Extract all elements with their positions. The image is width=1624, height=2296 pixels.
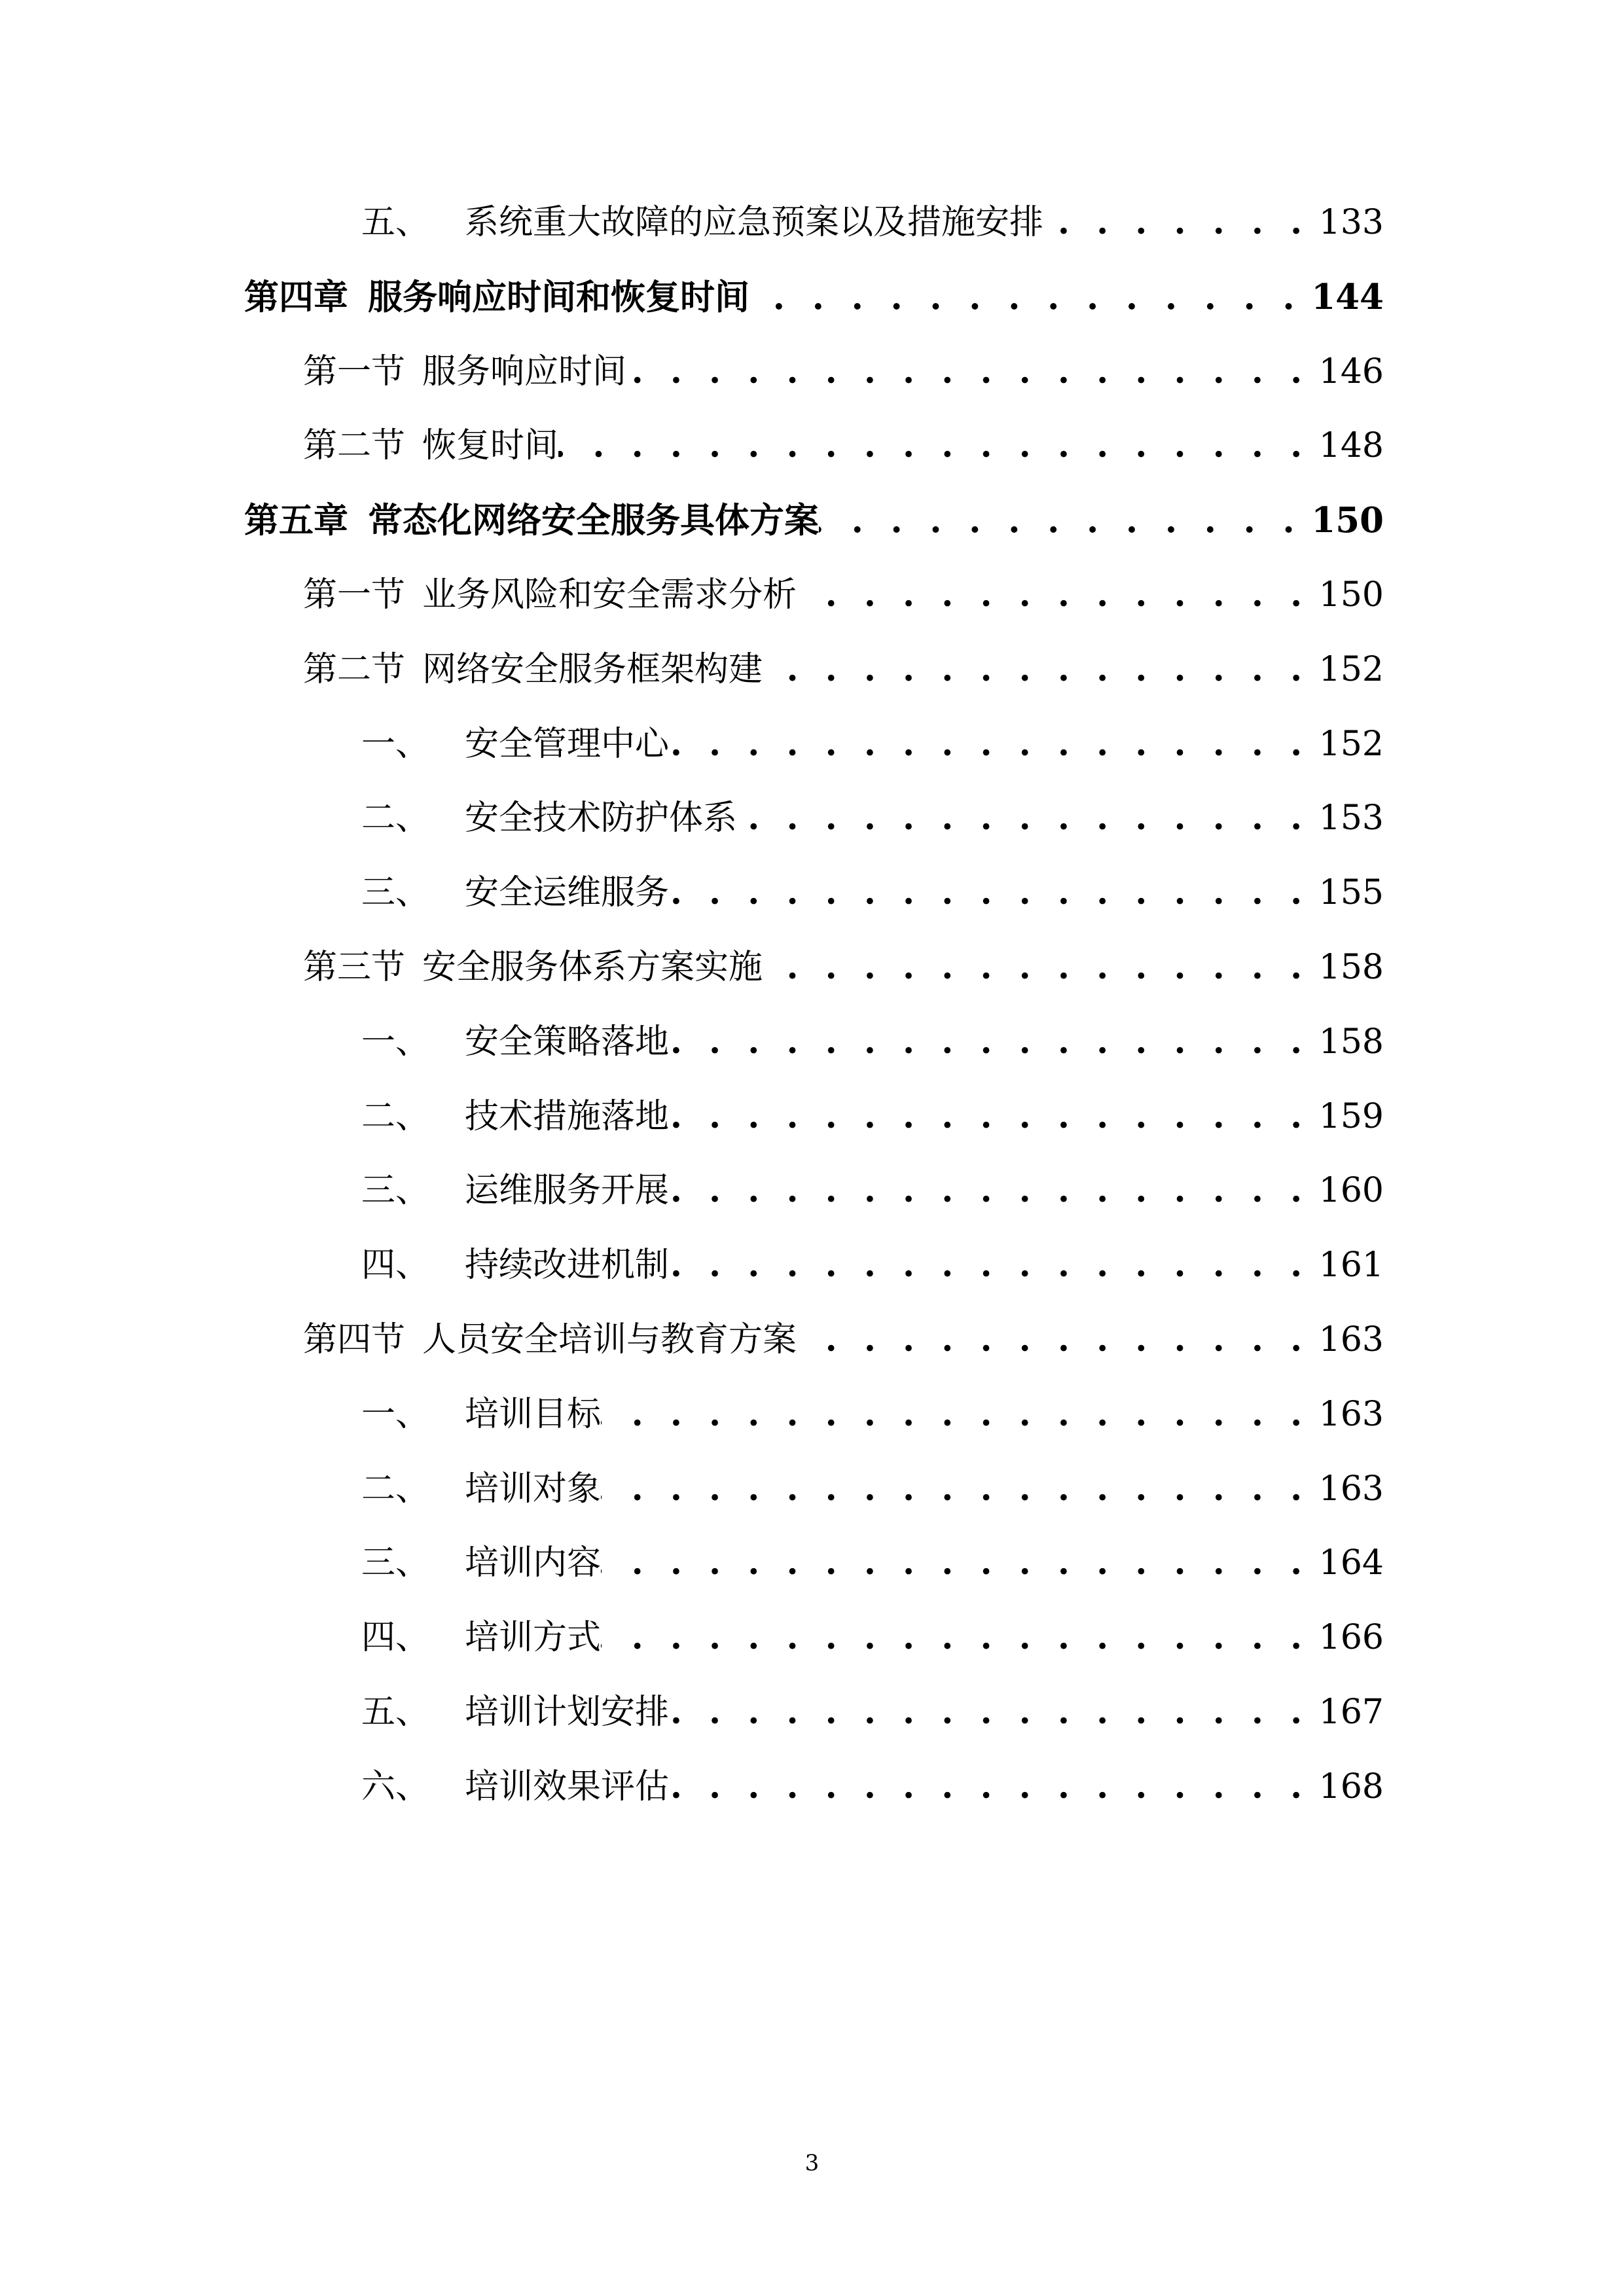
- toc-entry-title: 人员安全培训与教育方案: [422, 1320, 797, 1359]
- toc-dot-leader: [626, 339, 1310, 404]
- toc-entry-page-number: 148: [1318, 426, 1384, 466]
- toc-entry-page-number: 144: [1311, 276, 1384, 317]
- toc-entry-subsection[interactable]: [361, 785, 1384, 851]
- toc-entry-number: 第四节: [303, 1320, 406, 1359]
- toc-dot-leader: [669, 1232, 1310, 1298]
- toc-entry-number: 五、: [361, 203, 430, 242]
- toc-entry-number: 六、: [361, 1767, 430, 1806]
- toc-entry-title: 培训计划安排: [465, 1693, 670, 1732]
- toc-entry-page-number: 166: [1318, 1618, 1384, 1658]
- toc-entry-title: 常态化网络安全服务具体方案: [368, 500, 819, 541]
- toc-entry-title: 服务响应时间和恢复时间: [368, 276, 749, 317]
- toc-entry-page-number: 150: [1311, 500, 1384, 541]
- toc-entry-title: 安全运维服务: [465, 873, 670, 913]
- toc-entry-section[interactable]: [303, 413, 1384, 478]
- toc-entry-page-number: 152: [1318, 649, 1384, 689]
- toc-entry-section[interactable]: [303, 637, 1384, 702]
- toc-entry-title: 恢复时间: [422, 426, 559, 466]
- toc-entry-page-number: 160: [1318, 1171, 1384, 1211]
- toc-entry-page-number: 158: [1318, 948, 1384, 987]
- toc-entry-number: 第一节: [303, 575, 406, 615]
- toc-dot-leader: [797, 1307, 1310, 1372]
- toc-entry-subsection[interactable]: [361, 1605, 1384, 1670]
- toc-entry-title: 业务风险和安全需求分析: [422, 575, 797, 615]
- toc-entry-chapter[interactable]: [244, 488, 1384, 553]
- toc-entry-title: 安全管理中心: [465, 724, 670, 764]
- toc-dot-leader: [737, 785, 1310, 851]
- toc-entry-number: 二、: [361, 1469, 430, 1509]
- toc-dot-leader: [763, 935, 1310, 1000]
- toc-entry-number: 一、: [361, 1022, 430, 1062]
- toc-entry-number: 三、: [361, 873, 430, 913]
- toc-entry-section[interactable]: [303, 339, 1384, 404]
- toc-entry-subsection[interactable]: [361, 860, 1384, 925]
- toc-entry-page-number: 163: [1318, 1394, 1384, 1434]
- toc-entry-number: 二、: [361, 798, 430, 838]
- toc-dot-leader: [669, 1679, 1310, 1745]
- toc-entry-section[interactable]: [303, 1307, 1384, 1372]
- toc-entry-title: 系统重大故障的应急预案以及措施安排: [465, 203, 1044, 242]
- toc-dot-leader: [601, 1605, 1310, 1670]
- toc-entry-subsection[interactable]: [361, 1679, 1384, 1745]
- toc-dot-leader: [797, 562, 1310, 628]
- toc-entry-chapter[interactable]: [244, 264, 1384, 330]
- toc-entry-page-number: 161: [1318, 1246, 1384, 1285]
- toc-entry-title: 培训内容: [465, 1543, 602, 1583]
- toc-entry-title: 服务响应时间: [422, 351, 627, 391]
- toc-entry-subsection[interactable]: [361, 1754, 1384, 1820]
- toc-entry-number: 四、: [361, 1246, 430, 1285]
- toc-entry-section[interactable]: [303, 935, 1384, 1000]
- toc-entry-number: 一、: [361, 1394, 430, 1434]
- toc-entry-number: 第一节: [303, 351, 406, 391]
- toc-entry-page-number: 167: [1318, 1693, 1384, 1732]
- toc-entry-subsection[interactable]: [361, 1009, 1384, 1075]
- toc-dot-leader: [601, 1382, 1310, 1447]
- toc-dot-leader: [669, 1084, 1310, 1149]
- toc-entry-number: 第三节: [303, 948, 406, 987]
- toc-entry-subsection[interactable]: [361, 190, 1384, 255]
- toc-entry-subsection[interactable]: [361, 1232, 1384, 1298]
- toc-entry-title: 网络安全服务框架构建: [422, 649, 763, 689]
- toc-entry-page-number: 153: [1318, 798, 1384, 838]
- toc-dot-leader: [763, 637, 1310, 702]
- toc-entry-number: 四、: [361, 1618, 430, 1658]
- toc-dot-leader: [749, 264, 1302, 330]
- toc-entry-section[interactable]: [303, 562, 1384, 628]
- toc-dot-leader: [1043, 190, 1310, 255]
- toc-entry-page-number: 155: [1318, 873, 1384, 913]
- toc-entry-page-number: 152: [1318, 724, 1384, 764]
- toc-entry-title: 培训效果评估: [465, 1767, 670, 1806]
- toc-entry-number: 第五章: [244, 500, 348, 541]
- toc-dot-leader: [669, 1754, 1310, 1820]
- toc-entry-title: 技术措施落地: [465, 1096, 670, 1136]
- toc-entry-page-number: 146: [1318, 351, 1384, 391]
- toc-entry-number: 三、: [361, 1543, 430, 1583]
- toc-dot-leader: [601, 1456, 1310, 1522]
- toc-entry-number: 五、: [361, 1693, 430, 1732]
- toc-entry-subsection[interactable]: [361, 1382, 1384, 1447]
- toc-dot-leader: [558, 413, 1310, 478]
- toc-dot-leader: [601, 1530, 1310, 1596]
- toc-entry-subsection[interactable]: [361, 1158, 1384, 1223]
- toc-entry-title: 培训方式: [465, 1618, 602, 1658]
- toc-entry-page-number: 150: [1318, 575, 1384, 615]
- toc-entry-title: 安全策略落地: [465, 1022, 670, 1062]
- toc-entry-number: 第二节: [303, 649, 406, 689]
- toc-entry-title: 安全服务体系方案实施: [422, 948, 763, 987]
- toc-entry-subsection[interactable]: [361, 1456, 1384, 1522]
- toc-dot-leader: [819, 488, 1302, 553]
- toc-entry-number: 二、: [361, 1096, 430, 1136]
- toc-dot-leader: [669, 711, 1310, 777]
- toc-entry-page-number: 163: [1318, 1469, 1384, 1509]
- toc-entry-number: 第四章: [244, 276, 348, 317]
- toc-dot-leader: [669, 1009, 1310, 1075]
- toc-entry-page-number: 159: [1318, 1096, 1384, 1136]
- page-number: 3: [804, 2150, 820, 2176]
- toc-entry-title: 培训目标: [465, 1394, 602, 1434]
- toc-entry-title: 运维服务开展: [465, 1171, 670, 1211]
- toc-entry-number: 三、: [361, 1171, 430, 1211]
- toc-entry-number: 一、: [361, 724, 430, 764]
- toc-entry-title: 持续改进机制: [465, 1246, 670, 1285]
- toc-entry-subsection[interactable]: [361, 1084, 1384, 1149]
- toc-entry-page-number: 158: [1318, 1022, 1384, 1062]
- toc-entry-subsection[interactable]: [361, 711, 1384, 777]
- toc-entry-page-number: 163: [1318, 1320, 1384, 1359]
- toc-dot-leader: [669, 860, 1310, 925]
- toc-entry-subsection[interactable]: [361, 1530, 1384, 1596]
- toc-entry-page-number: 164: [1318, 1543, 1384, 1583]
- toc-dot-leader: [669, 1158, 1310, 1223]
- toc-entry-page-number: 168: [1318, 1767, 1384, 1806]
- toc-entry-title: 安全技术防护体系: [465, 798, 738, 838]
- toc-entry-page-number: 133: [1318, 203, 1384, 242]
- toc-entry-number: 第二节: [303, 426, 406, 466]
- toc-entry-title: 培训对象: [465, 1469, 602, 1509]
